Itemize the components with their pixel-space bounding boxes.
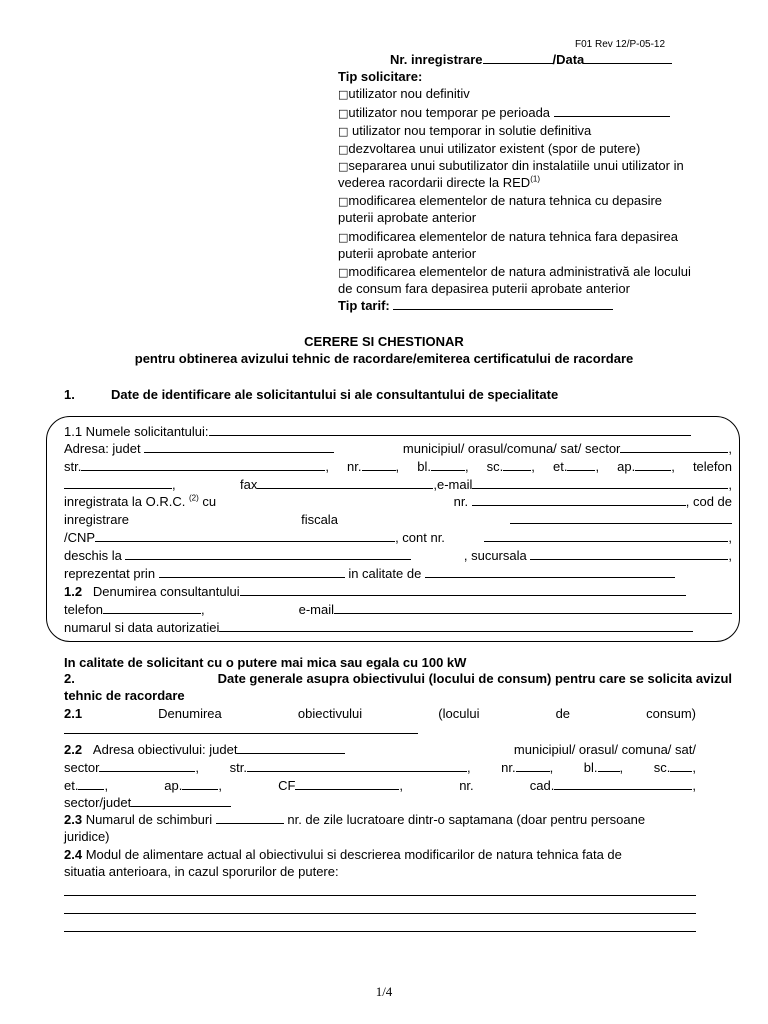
description-line-1 [64,884,696,900]
consultant-label: Denumirea consultantului [92,584,240,599]
supply-mode-label: Modul de alimentare actual al obiectivului si descrierea modificarilor de natura tehnica fata de [82,847,622,862]
fiscal-code-label: , cod de [685,494,732,509]
section1-number: 1. [64,387,75,402]
account-field[interactable] [484,530,728,542]
section1-title: Date de identificare ale solicitantului si ale consultantului de specialitate [111,387,559,402]
option-label: separarea unui subutilizator din instalatiile unui utilizator in [348,158,684,173]
registration-date-field[interactable] [584,52,672,64]
consultant-row [64,584,686,600]
objective-bl-label: bl. [583,760,598,775]
capacity-label: in calitate de [348,566,422,581]
nr-label: nr. [347,459,362,474]
fiscal-row [64,512,732,528]
objective-cad-row: et. , ap. , CF , nr. cad. , [64,778,696,793]
objective-nr-field[interactable] [516,760,550,772]
objective-municipality-label: municipiul/ orasul/ comuna/ sat/ [513,742,696,757]
consultant-number: 1.2 [64,584,83,599]
description-line-3 [64,920,696,936]
option-label: utilizator nou definitiv [348,86,470,101]
representative-label: reprezentat prin [64,566,156,581]
phone-label: telefon [692,459,732,474]
cnp-label: /CNP [64,530,96,545]
registration-line [390,52,672,68]
option-technical-noexceed[interactable] [338,229,678,246]
fax-label: fax [240,477,258,492]
section2-title: Date generale asupra obiectivului (locului de consum) pentru care se solicita avizul [217,671,732,686]
cf-label: CF [278,778,296,793]
objective-ap-label: ap. [164,778,183,793]
nr-field[interactable] [362,459,396,471]
item-2-2 [64,742,696,758]
option-label: modificarea elementelor de natura tehnica cu depasire [348,193,663,208]
fax-field[interactable] [257,477,433,489]
branch-field[interactable] [530,548,728,560]
option-development[interactable] [338,141,640,158]
street-label: str. [64,459,82,474]
objective-county-label: Adresa obiectivului: judet [92,742,238,757]
option-administrative-cont: de consum fara depasirea puterii aprobate anterior [338,281,630,296]
description-line-2 [64,902,696,918]
orc-cu-label: cu [202,494,217,509]
fiscal-code-field[interactable] [510,512,732,524]
objective-street-row: sector , str. , nr. , bl. , sc. , [64,760,696,775]
orc-nr-field[interactable] [472,494,686,506]
email-label: ,e-mail [433,477,473,492]
objective-street-field[interactable] [247,760,467,772]
bank-row: deschis la , sucursala , [64,548,732,563]
orc-row [64,494,732,510]
item-2-2-number: 2.2 [64,742,83,757]
item-2-3-cont: juridice) [64,829,110,844]
et-label: et. [552,459,568,474]
bl-field[interactable] [431,459,465,471]
tariff-label: Tip tarif: [338,298,390,313]
address-row: Adresa: judet municipiul/ orasul/comuna/ sat/ sector , [64,441,732,456]
capacity-field[interactable] [425,566,675,578]
registration-word: inregistrare [64,512,130,527]
power-note: In calitate de solicitant cu o putere mai mica sau egala cu 100 kW [64,655,467,670]
option-definitive[interactable] [338,86,470,103]
objective-sector-county-row [64,795,231,811]
option-separation[interactable] [338,158,732,175]
fiscal-word: fiscala [301,512,338,527]
registration-nr-label: Nr. inregistrare [390,52,483,67]
option-technical-exceed-cont: puterii aprobate anterior [338,210,477,225]
objective-ap-field[interactable] [182,778,218,790]
option-label: modificarea elementelor de natura administrativă ale locului [348,264,691,279]
ap-field[interactable] [635,459,671,471]
objective-bl-field[interactable] [598,760,620,772]
page-number: 1/4 [375,984,393,999]
objective-nr-label: nr. [501,760,516,775]
option-label: dezvoltarea unui utilizator existent (spor de putere) [348,141,641,156]
footnote-ref: (2) [189,493,199,503]
option-temporary-period[interactable] [338,105,670,122]
item-2-1-number: 2.1 [64,706,83,721]
municipality-label: municipiul/ orasul/comuna/ sat/ sector [402,441,621,456]
bank-label: deschis la [64,548,122,563]
cnp-field[interactable] [95,530,395,542]
option-label: modificarea elementelor de natura tehnica fara depasirea [348,229,678,244]
account-label: , cont nr. [395,530,445,545]
solicitant-name-label: 1.1 Numele solicitantului: [64,424,209,439]
cf-field[interactable] [295,778,399,790]
item-2-1-word: consum) [646,706,696,721]
option-label: utilizator nou temporar in solutie definitiva [348,123,592,138]
item-2-1-word: Denumirea [158,706,222,721]
objective-et-label: et. [64,778,79,793]
shifts-field[interactable] [216,812,284,824]
item-2-3 [64,812,645,828]
fax-row: , fax ,e-mail , [64,477,732,493]
consultant-phone-field[interactable] [103,602,201,614]
consultant-email-label: e-mail [298,602,334,617]
ap-label: ap. [617,459,636,474]
item-2-4-cont: situatia anterioara, in cazul sporurilor de putere: [64,864,339,879]
checkbox-icon[interactable]: □ [338,195,349,208]
item-2-1 [64,706,696,722]
street-field[interactable] [81,459,325,471]
county-label: Adresa: judet [64,441,141,456]
page-subtitle: pentru obtinerea avizului tehnic de racordare/emiterea certificatului de racordare [134,351,634,366]
consultant-phone-label: telefon [64,602,104,617]
et-field[interactable] [567,459,595,471]
section2-heading [64,671,732,687]
checkbox-icon[interactable]: □ [338,231,349,244]
objective-et-field[interactable] [78,778,104,790]
orc-label: inregistrata la O.R.C. [64,494,186,509]
checkbox-icon[interactable]: □ [338,143,349,156]
option-technical-noexceed-cont: puterii aprobate anterior [338,246,477,261]
municipality-field[interactable] [620,441,728,453]
description-field[interactable] [64,902,696,914]
form-code: F01 Rev 12/P-05-12 [575,39,666,50]
county-field[interactable] [144,441,334,453]
item-2-1-word: de [555,706,571,721]
option-label: utilizator nou temporar pe perioada [348,105,551,120]
objective-name-row [64,722,418,738]
branch-label: , sucursala [463,548,527,563]
tariff-line [338,298,613,314]
item-2-1-word: obiectivului [297,706,363,721]
footnote-ref: (1) [530,174,540,184]
item-2-4-number: 2.4 [64,847,83,862]
objective-street-label: str. [229,760,247,775]
option-separation-cont [338,175,540,191]
option-temporary-definitive[interactable] [338,123,591,140]
solicitant-name-row [64,424,691,440]
authorization-row [64,620,693,636]
bank-field[interactable] [125,548,411,560]
cnp-row: /CNP , cont nr. , [64,530,732,545]
phone-field[interactable] [64,477,172,489]
sc-label: sc. [486,459,504,474]
sc-field[interactable] [503,459,531,471]
option-label: vederea racordarii directe la RED [338,175,531,190]
objective-sector-label: sector [64,760,100,775]
objective-sc-label: sc. [653,760,671,775]
consultant-email-field[interactable] [334,602,732,614]
workdays-label: nr. de zile lucratoare dintr-o saptamana (doar pentru persoane [283,812,646,827]
section2-title-cont: tehnic de racordare [64,688,185,703]
authorization-field[interactable] [219,620,693,632]
orc-nr-label: nr. [453,494,469,509]
cad-nr-label: nr. [459,778,474,793]
checkbox-icon[interactable]: □ [338,266,349,279]
solicitant-name-field[interactable] [209,424,691,436]
objective-sc-field[interactable] [670,760,692,772]
cad-field[interactable] [554,778,692,790]
email-field[interactable] [472,477,728,489]
checkbox-icon[interactable]: □ [338,107,349,120]
description-field[interactable] [64,884,696,896]
registration-nr-field[interactable] [483,52,553,64]
section2-number: 2. [64,671,75,686]
registration-date-label: /Data [552,52,585,67]
bl-label: bl. [417,459,431,474]
authorization-label: numarul si data autorizatiei [64,620,220,635]
consultant-contact-row: telefon , e-mail [64,602,732,618]
cad-label: cad. [529,778,555,793]
representative-row [64,566,675,582]
description-field[interactable] [64,920,696,932]
checkbox-icon[interactable]: □ [338,125,349,138]
option-technical-exceed[interactable] [338,193,662,210]
sector-county-label: sector/judet [64,795,132,810]
objective-county-field[interactable] [237,742,345,754]
period-field[interactable] [554,105,670,117]
checkbox-icon[interactable]: □ [338,88,349,101]
page-title: CERERE SI CHESTIONAR [304,334,464,349]
item-2-4 [64,847,622,863]
request-type-label: Tip solicitare: [338,69,423,84]
item-2-3-number: 2.3 [64,812,83,827]
tariff-field[interactable] [393,298,613,310]
item-2-1-word: (locului [438,706,480,721]
objective-sector-field[interactable] [99,760,195,772]
street-row: str. , nr. , bl. , sc. , et. , ap. , telefon [64,459,732,474]
checkbox-icon[interactable]: □ [338,160,349,173]
representative-field[interactable] [159,566,345,578]
consultant-field[interactable] [240,584,686,596]
sector-county-field[interactable] [131,795,231,807]
shifts-label: Numarul de schimburi [82,812,213,827]
objective-name-field[interactable] [64,722,418,734]
option-administrative[interactable] [338,264,732,281]
